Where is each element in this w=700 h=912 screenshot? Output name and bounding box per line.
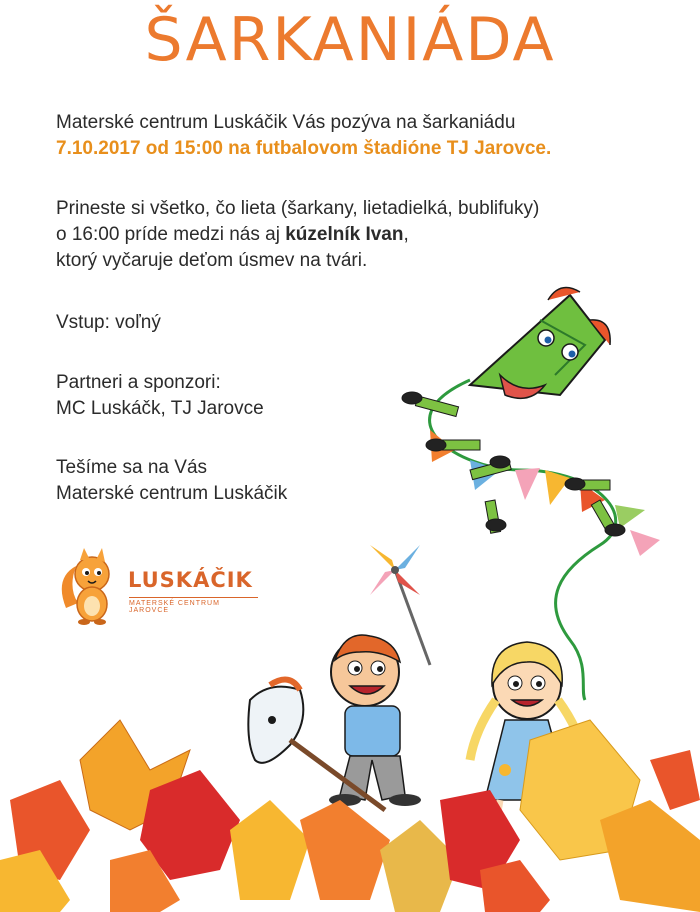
magician-pre: o 16:00 príde medzi nás aj [56, 224, 286, 245]
magician-line [56, 222, 539, 248]
smile-line: ktorý vyčaruje deťom úsmev na tvári. [56, 250, 368, 271]
closing-paragraph [56, 455, 287, 507]
logo-wordmark: LUSKÁČIK [128, 568, 253, 592]
partners-list: MC Luskáčk, TJ Jarovce [56, 398, 264, 419]
closing-line-2: Materské centrum Luskáčik [56, 483, 288, 504]
magician-name: kúzelník Ivan [285, 224, 404, 245]
luskacik-logo [58, 548, 258, 628]
kite-legs [402, 392, 625, 536]
poster-title: ŠARKANIÁDA [144, 5, 556, 75]
logo-subtitle: MATERSKÉ CENTRUM JAROVCE [129, 597, 258, 614]
intro-line: Materské centrum Luskáčik Vás pozýva na šarkaniádu [56, 112, 516, 133]
bring-paragraph [56, 196, 539, 274]
squirrel-mascot-icon [58, 548, 124, 628]
entry-line: Vstup: voľný [56, 312, 161, 333]
kite-body [470, 288, 610, 399]
closing-line-1: Tešíme sa na Vás [56, 457, 208, 478]
magician-post: , [403, 224, 409, 245]
partners-heading: Partneri a sponzori: [56, 372, 221, 393]
partners-paragraph [56, 370, 264, 422]
bring-line: Prineste si všetko, čo lieta (šarkany, lietadielká, bublifuky) [56, 198, 540, 219]
date-location-line: 7.10.2017 od 15:00 na futbalovom štadióne TJ Jarovce. [56, 138, 552, 159]
